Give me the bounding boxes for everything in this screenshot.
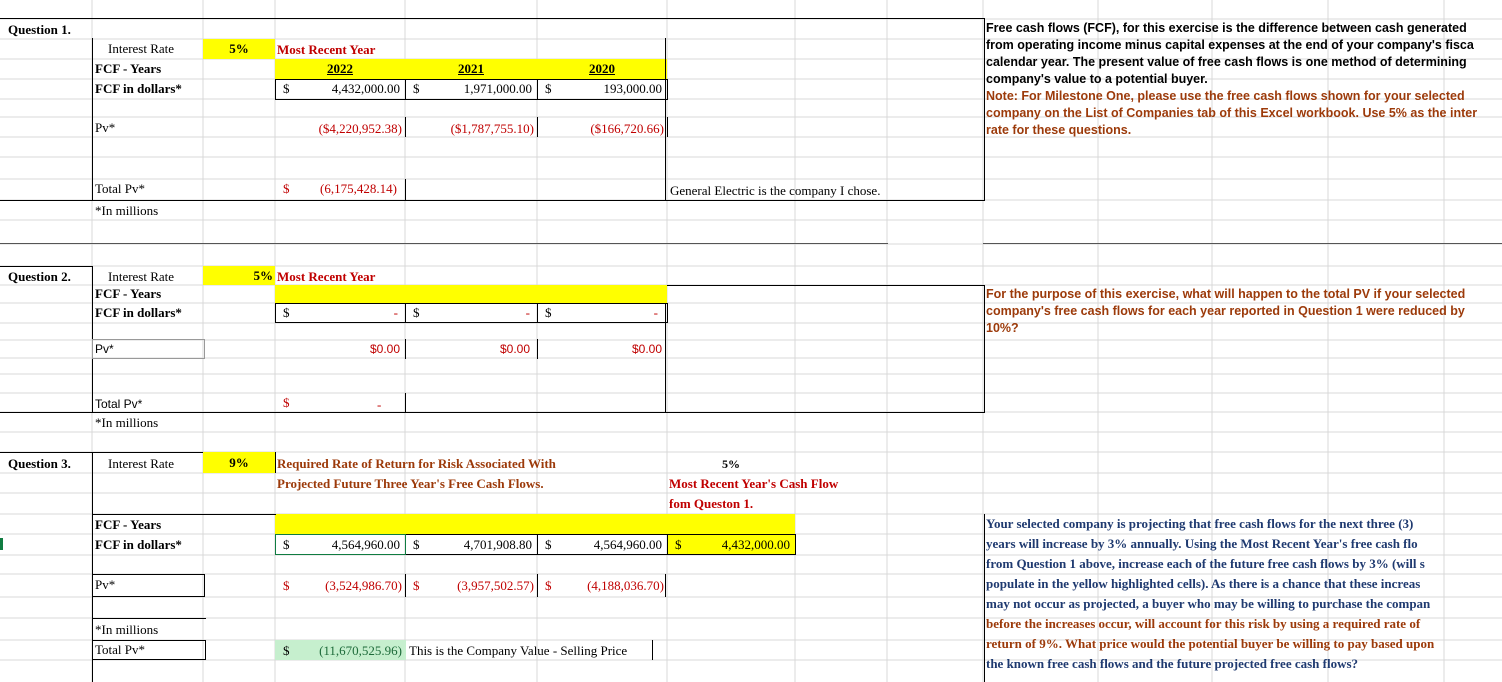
q3-fcf-recent[interactable]: 4,432,000.00 bbox=[721, 537, 790, 552]
q3-fcf-3[interactable]: 4,564,960.00 bbox=[593, 537, 662, 552]
q2-note-line-3: 10%? bbox=[986, 321, 1019, 335]
q1-millions-note: *In millions bbox=[95, 203, 159, 218]
selected-cell[interactable] bbox=[275, 534, 406, 555]
q3-pv-sep-1 bbox=[405, 574, 406, 597]
q3-most-recent-line2: fom Queston 1. bbox=[669, 496, 754, 511]
q3-note-line-1: Your selected company is projecting that free cash flows for the next three (3) bbox=[986, 516, 1414, 531]
q1-rate-value[interactable]: 5% bbox=[229, 41, 249, 56]
q1-rate-label: Interest Rate bbox=[108, 41, 175, 56]
q2-note-line-2: company's free cash flows for each year reported in Question 1 were reduced by bbox=[986, 304, 1465, 318]
q3-pv-1[interactable]: (3,524,986.70) bbox=[325, 578, 402, 593]
q1-fcf-currency-2: $ bbox=[413, 81, 420, 96]
q1-fcf-2021[interactable]: 1,971,000.00 bbox=[463, 81, 532, 96]
q2-pv-sep-1 bbox=[405, 339, 406, 359]
q3-fcf-sep-3 bbox=[667, 534, 668, 555]
q3-fcf-2[interactable]: 4,701,908.80 bbox=[463, 537, 532, 552]
q2-label: Question 2. bbox=[8, 269, 71, 284]
q1-top-border bbox=[0, 18, 985, 19]
q1-pv-sep-1 bbox=[405, 117, 406, 137]
q1-fcf-2020[interactable]: 193,000.00 bbox=[603, 81, 662, 96]
q3-instructions bbox=[986, 514, 1502, 674]
q2-top-border-left bbox=[0, 266, 92, 267]
q1-note-red-2: company on the List of Companies tab of this Excel workbook. Use 5% as the inter bbox=[986, 106, 1478, 120]
q1-bottom-border bbox=[0, 200, 985, 201]
row-selection-marker bbox=[0, 538, 3, 550]
q1-note-red-1: Note: For Milestone One, please use the free cash flows shown for your selected bbox=[986, 89, 1465, 103]
q2-millions-note: *In millions bbox=[95, 415, 159, 430]
q3-fcf-sep-2 bbox=[537, 534, 538, 555]
q1-fcf-currency-3: $ bbox=[545, 81, 552, 96]
q3-label: Question 3. bbox=[8, 456, 71, 471]
q3-millions-note: *In millions bbox=[95, 622, 159, 637]
q1-fcf-years-label: FCF - Years bbox=[95, 61, 162, 76]
q2-answer-box[interactable] bbox=[665, 285, 985, 413]
q2-rate-value[interactable]: 5% bbox=[253, 268, 273, 283]
q2-pv-3[interactable]: $0.00 bbox=[631, 342, 662, 356]
q2-fcf-years-label: FCF - Years bbox=[95, 286, 162, 301]
q3-fcf-1[interactable]: 4,564,960.00 bbox=[331, 537, 400, 552]
q1-total-pv[interactable]: (6,175,428.14) bbox=[320, 181, 397, 196]
q2-fcf-sep-1 bbox=[405, 303, 406, 323]
q1-note-line-1: Free cash flows (FCF), for this exercise is the difference between cash generated bbox=[986, 21, 1467, 35]
q2-total-sep bbox=[405, 393, 406, 412]
q1-pv-label: Pv* bbox=[95, 120, 116, 135]
q3-fcf-currency-4: $ bbox=[675, 537, 682, 552]
q2-fcf-currency-3: $ bbox=[545, 305, 552, 320]
q3-total-currency: $ bbox=[283, 643, 290, 658]
q1-fcf-sep-2 bbox=[537, 79, 538, 100]
section-divider-2 bbox=[983, 243, 1502, 244]
q3-fcf-currency-2: $ bbox=[413, 537, 420, 552]
q2-rate-label: Interest Rate bbox=[108, 269, 175, 284]
q1-right-border bbox=[984, 18, 985, 201]
q1-note-red-3: rate for these questions. bbox=[986, 123, 1132, 137]
q3-total-label: Total Pv* bbox=[95, 642, 146, 657]
q3-pv-3[interactable]: (4,188,036.70) bbox=[587, 578, 664, 593]
q3-pv-currency-3: $ bbox=[545, 578, 552, 593]
q2-fcf-dollars-label: FCF in dollars* bbox=[95, 305, 182, 320]
q1-year-2020[interactable]: 2020 bbox=[589, 61, 615, 76]
q2-instructions bbox=[986, 286, 1502, 337]
q3-side-rate[interactable]: 5% bbox=[722, 457, 740, 471]
q2-most-recent-year: Most Recent Year bbox=[277, 269, 376, 284]
q1-total-sep bbox=[405, 179, 406, 200]
q3-required-rate-line2: Projected Future Three Year's Free Cash Flows. bbox=[277, 476, 544, 491]
q3-note-line-2: years will increase by 3% annually. Using the Most Recent Year's free cash flo bbox=[986, 536, 1418, 551]
q1-company-note: General Electric is the company I chose. bbox=[670, 183, 881, 198]
q3-fcf-currency-3: $ bbox=[545, 537, 552, 552]
q1-table-left-border bbox=[92, 38, 93, 200]
q3-note-line-8: the known free cash flows and the future projected free cash flows? bbox=[986, 656, 1359, 671]
q3-rate-label: Interest Rate bbox=[108, 456, 175, 471]
q1-fcf-dollars-label: FCF in dollars* bbox=[95, 81, 182, 96]
q1-note-line-4: company's value to a potential buyer. bbox=[986, 72, 1208, 86]
q1-total-label: Total Pv* bbox=[95, 181, 146, 196]
q3-fcf-top-border bbox=[92, 514, 276, 515]
q1-year-2021[interactable]: 2021 bbox=[458, 61, 484, 76]
q1-note-line-3: calendar year. The present value of free cash flows is one method of determining bbox=[986, 55, 1467, 69]
q2-total-label: Total Pv* bbox=[95, 397, 143, 411]
q1-fcf-currency-1: $ bbox=[283, 81, 290, 96]
q2-pv-2[interactable]: $0.00 bbox=[499, 342, 530, 356]
q2-fcf-2[interactable]: - bbox=[525, 305, 530, 320]
q1-label: Question 1. bbox=[8, 22, 71, 37]
q2-fcf-1[interactable]: - bbox=[393, 305, 398, 320]
q3-fcf-years-label: FCF - Years bbox=[95, 517, 162, 532]
q1-pv-2022[interactable]: ($4,220,952.38) bbox=[318, 121, 402, 136]
q3-pv-2[interactable]: (3,957,502.57) bbox=[457, 578, 534, 593]
q3-pv-currency-1: $ bbox=[283, 578, 290, 593]
q3-note-line-7: return of 9%. What price would the potential buyer be willing to pay based upon bbox=[986, 636, 1435, 651]
q1-pv-sep-3 bbox=[667, 117, 668, 137]
q3-millions-top bbox=[92, 618, 206, 619]
q1-most-recent-year: Most Recent Year bbox=[277, 42, 376, 57]
q1-note-line-2: from operating income minus capital expenses at the end of your company's fisca bbox=[986, 38, 1474, 52]
q3-fcf-dollars-label: FCF in dollars* bbox=[95, 537, 182, 552]
q2-fcf-sep-2 bbox=[537, 303, 538, 323]
q3-rate-value[interactable]: 9% bbox=[229, 455, 249, 470]
q3-pv-currency-2: $ bbox=[413, 578, 420, 593]
q2-pv-label: Pv* bbox=[95, 342, 114, 356]
q3-total-pv[interactable]: (11,670,525.96) bbox=[319, 643, 402, 658]
q1-fcf-sep-1 bbox=[405, 79, 406, 100]
section-divider-1 bbox=[0, 243, 888, 244]
q1-year-2022[interactable]: 2022 bbox=[327, 61, 353, 76]
q2-fcf-currency-1: $ bbox=[283, 305, 290, 320]
q3-required-rate-line1: Required Rate of Return for Risk Associated With bbox=[277, 456, 556, 471]
q2-fcf-currency-2: $ bbox=[413, 305, 420, 320]
q1-pv-2021[interactable]: ($1,787,755.10) bbox=[450, 121, 534, 136]
q3-note-line-3: from Question 1 above, increase each of the future free cash flows by 3% (will s bbox=[986, 556, 1425, 571]
q2-years-highlight bbox=[275, 285, 667, 303]
q1-total-currency: $ bbox=[283, 181, 290, 196]
q3-note-line-6: before the increases occur, will account for this risk by using a required rate of bbox=[986, 616, 1421, 631]
q2-pv-1[interactable]: $0.00 bbox=[369, 342, 400, 356]
q3-total-note-right bbox=[652, 640, 653, 660]
q3-pv-sep-3 bbox=[665, 574, 666, 597]
q2-fcf-3[interactable]: - bbox=[653, 305, 658, 320]
q3-years-highlight bbox=[275, 514, 795, 534]
q3-pv-label: Pv* bbox=[95, 577, 116, 592]
q3-fcf-currency-1: $ bbox=[283, 537, 290, 552]
q1-fcf-2022[interactable]: 4,432,000.00 bbox=[331, 81, 400, 96]
q1-pv-sep-2 bbox=[537, 117, 538, 137]
q1-instructions bbox=[986, 20, 1502, 139]
q3-most-recent-line1: Most Recent Year's Cash Flow bbox=[669, 476, 839, 491]
q2-note-line-1: For the purpose of this exercise, what will happen to the total PV if your selected bbox=[986, 287, 1466, 301]
q3-total-note: This is the Company Value - Selling Price bbox=[409, 643, 628, 658]
q3-note-left-border bbox=[984, 514, 985, 682]
q3-rate-right-border bbox=[275, 452, 276, 473]
q3-pv-sep-2 bbox=[537, 574, 538, 597]
q3-note-line-4: populate in the yellow highlighted cells). As there is a chance that these increas bbox=[986, 576, 1421, 591]
q3-note-line-5: may not occur as projected, a buyer who may be willing to purchase the compan bbox=[986, 596, 1431, 611]
q2-pv-sep-2 bbox=[537, 339, 538, 359]
q2-total-currency: $ bbox=[283, 395, 290, 410]
q1-pv-2020[interactable]: ($166,720.66) bbox=[590, 121, 664, 136]
q2-total-pv[interactable]: - bbox=[377, 397, 382, 412]
